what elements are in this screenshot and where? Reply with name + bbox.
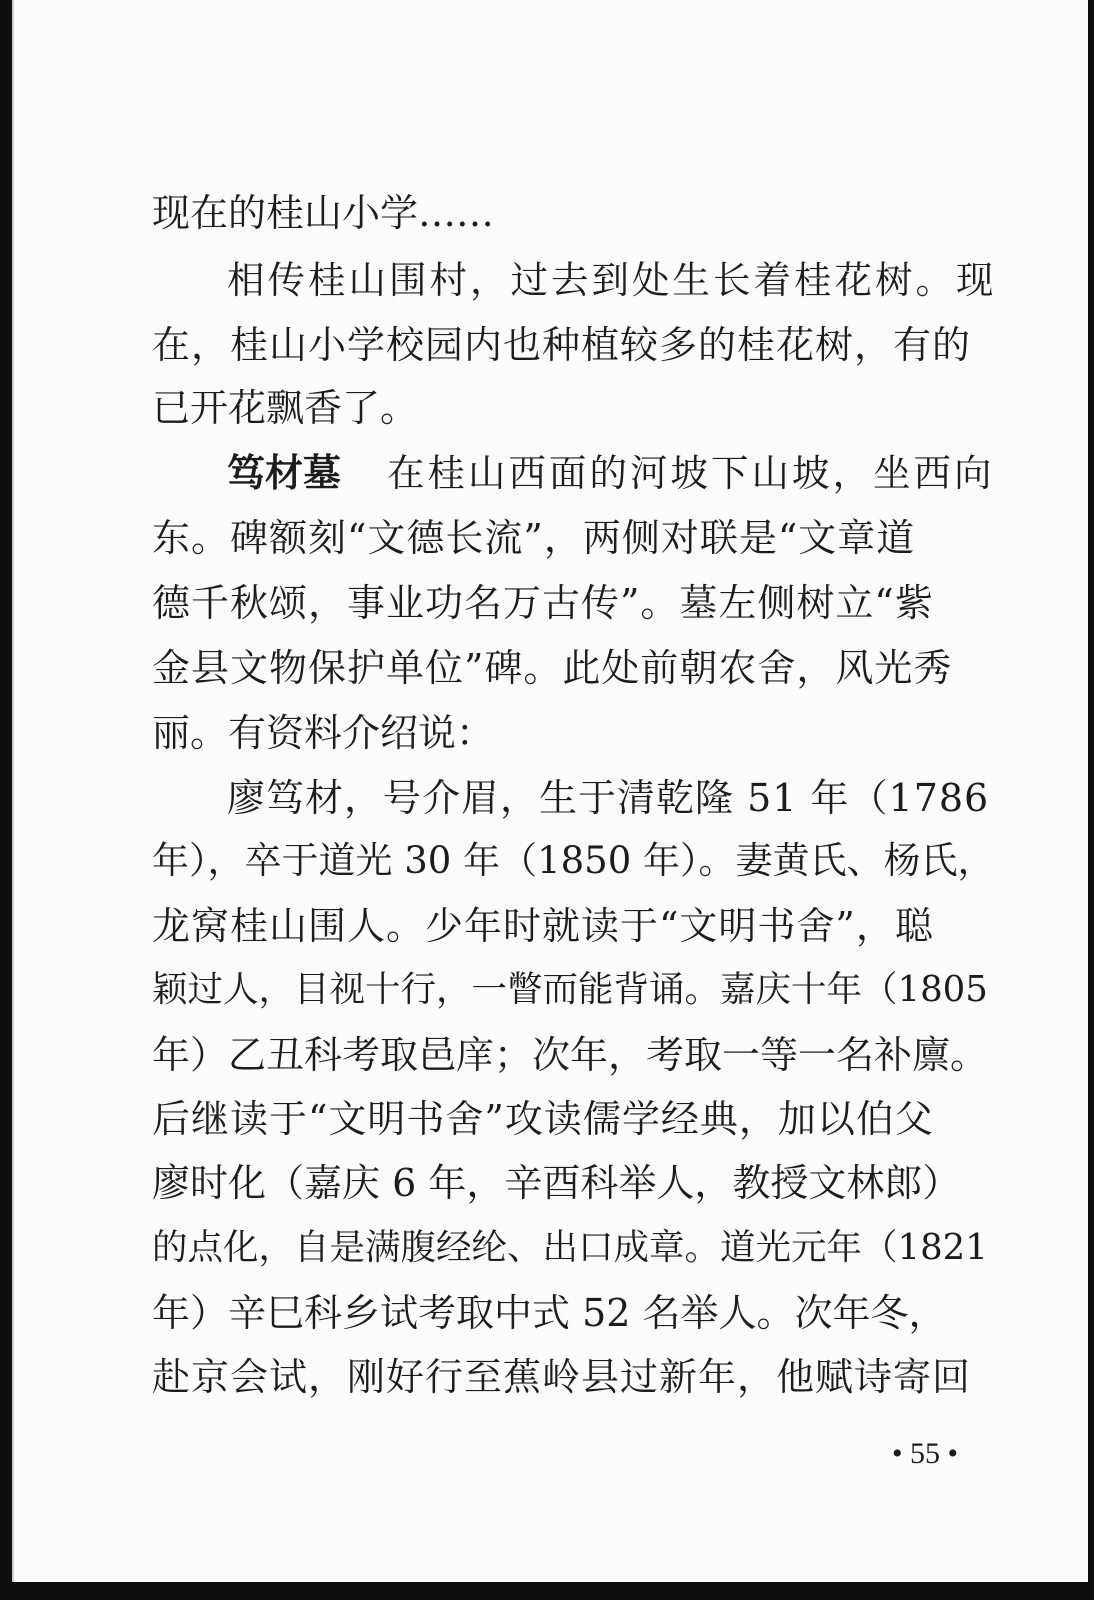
text-line-7: 德千秋颂，事业功名万古传”。墓左侧树立“紫 (152, 581, 934, 625)
text-line-10: 廖笃材，号介眉，生于清乾隆 51 年（1786 (227, 776, 990, 820)
text-line-3: 在，桂山小学校园内也种植较多的桂花树，有的 (152, 323, 972, 367)
scan-edge (12, 0, 15, 1582)
section-heading: 笃材墓 (227, 450, 342, 495)
text-line-8: 金县文物保护单位”碑。此处前朝农舍，风光秀 (152, 646, 953, 690)
book-page (12, 0, 1088, 1582)
text-line-4: 已开花飘香了。 (152, 386, 419, 430)
text-line-12: 龙窝桂山围人。少年时就读于“文明书舍”，聪 (152, 904, 934, 948)
text-line-6: 东。碑额刻“文德长流”，两侧对联是“文章道 (152, 516, 916, 560)
text-line-9: 丽。有资料介绍说： (152, 711, 495, 755)
text-line-15: 后继读于“文明书舍”攻读儒学经典，加以伯父 (152, 1097, 934, 1141)
text-line-18: 年）辛巳科乡试考取中式 52 名举人。次年冬， (152, 1291, 947, 1335)
text-line-2: 相传桂山围村，过去到处生长着桂花树。现 (227, 258, 997, 302)
text-line-1: 现在的桂山小学…… (152, 191, 495, 235)
text-line-14: 年）乙丑科考取邑庠；次年，考取一等一名补廪。 (152, 1033, 989, 1077)
text-line-19: 赴京会试，刚好行至蕉岭县过新年，他赋诗寄回 (152, 1355, 972, 1399)
page-number: • 55 • (892, 1437, 959, 1470)
text-line-5: 在桂山西面的河坡下山坡，坐西向 (387, 451, 995, 495)
text-line-13: 颖过人，目视十行，一瞥而能背诵。嘉庆十年（1805 (152, 969, 988, 1010)
text-line-16: 廖时化（嘉庆 6 年，辛酉科举人，教授文林郎） (152, 1161, 961, 1205)
text-line-17: 的点化，自是满腹经纶、出口成章。道光元年（1821 (152, 1227, 988, 1268)
text-line-11: 年），卒于道光 30 年（1850 年）。妻黄氏、杨氏， (152, 839, 995, 882)
